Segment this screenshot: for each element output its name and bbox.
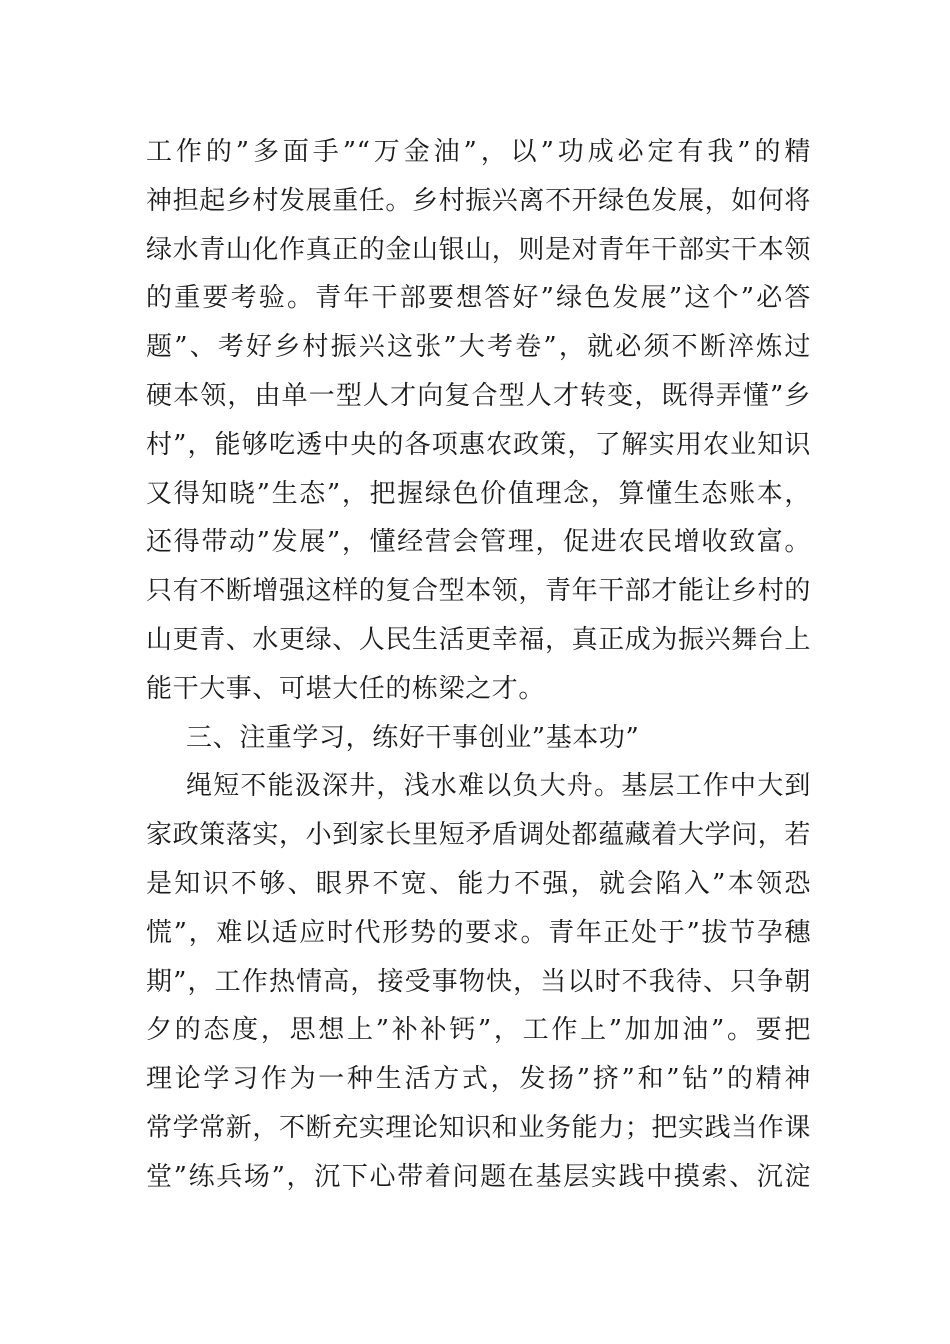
body-text xyxy=(146,128,811,1202)
text-line: 的重要考验。青年干部要想答好”绿色发展”这个”必答 xyxy=(146,283,811,314)
text-line: 还得带动”发展”，懂经营会管理，促进农民增收致富。 xyxy=(146,527,811,558)
text-line: 又得知晓”生态”，把握绿色价值理念，算懂生态账本， xyxy=(146,478,811,509)
section-heading: 三、注重学习，练好干事创业”基本功” xyxy=(186,722,640,753)
text-line: 堂”练兵场”，沉下心带着问题在基层实践中摸索、沉淀 xyxy=(146,1161,811,1192)
text-line: 是知识不够、眼界不宽、能力不强，就会陷入”本领恐 xyxy=(146,868,811,899)
text-line: 理论学习作为一种生活方式，发扬”挤”和”钻”的精神 xyxy=(146,1064,811,1095)
text-line: 期”，工作热情高，接受事物快，当以时不我待、只争朝 xyxy=(146,966,811,997)
text-line: 工作的”多面手”“万金油”，以”功成必定有我”的精 xyxy=(146,137,811,167)
text-line: 常学常新，不断充实理论知识和业务能力；把实践当作课 xyxy=(146,1112,811,1143)
paragraph-first-line: 绳短不能汲深井，浅水难以负大舟。基层工作中大到 xyxy=(186,771,811,802)
text-line: 绿水青山化作真正的金山银山，则是对青年干部实干本领 xyxy=(146,234,811,265)
text-line: 只有不断增强这样的复合型本领，青年干部才能让乡村的 xyxy=(146,576,811,607)
text-line: 硬本领，由单一型人才向复合型人才转变，既得弄懂”乡 xyxy=(146,380,811,411)
text-line: 家政策落实，小到家长里短矛盾调处都蕴藏着大学问，若 xyxy=(146,820,811,851)
text-line: 夕的态度，思想上”补补钙”，工作上”加加油”。要把 xyxy=(146,1015,811,1046)
text-line: 题”、考好乡村振兴这张”大考卷”，就必须不断淬炼过 xyxy=(146,332,811,363)
text-line: 慌”，难以适应时代形势的要求。青年正处于”拔节孕穗 xyxy=(146,917,811,948)
paragraph-end-line: 能干大事、可堪大任的栋梁之才。 xyxy=(146,673,546,704)
text-line: 村”，能够吃透中央的各项惠农政策，了解实用农业知识 xyxy=(146,429,811,460)
text-line: 山更青、水更绿、人民生活更幸福，真正成为振兴舞台上 xyxy=(146,624,811,655)
text-line: 神担起乡村发展重任。乡村振兴离不开绿色发展，如何将 xyxy=(146,185,811,216)
